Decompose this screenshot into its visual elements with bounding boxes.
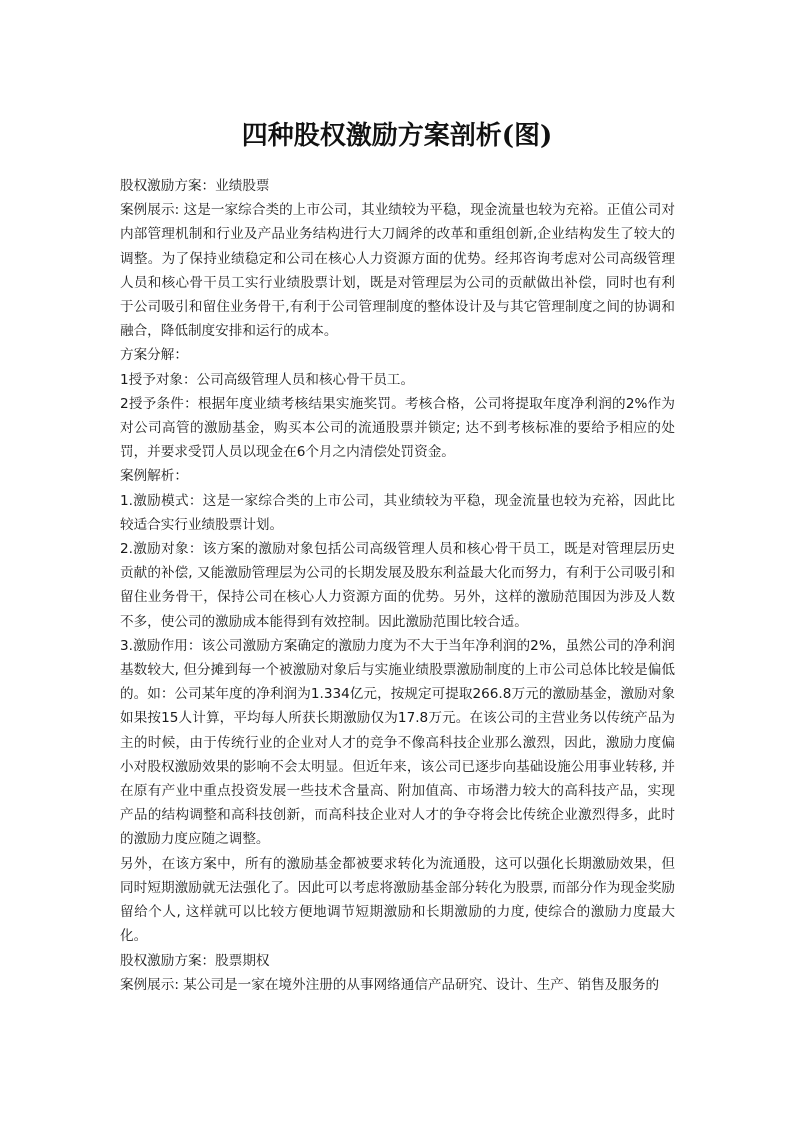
document-title: 四种股权激励方案剖析(图) bbox=[241, 121, 553, 151]
plan-breakdown-heading: 方案分解： bbox=[120, 347, 188, 364]
section-heading-stock-options: 股权激励方案：股票期权 bbox=[120, 952, 270, 969]
incentive-mode-item: 1.激励模式：这是一家综合类的上市公司，其业绩较为平稳，现金流量也较为充裕，因此比较适合实行业绩股票计划。 bbox=[120, 492, 675, 533]
case-display-paragraph: 案例展示: 这是一家综合类的上市公司，其业绩较为平稳，现金流量也较为充裕。正值公司对内部管理机制和行业及产品业务结构进行大刀阔斧的改革和重组创新,企业结构发生了较大的调整。为了保持业绩稳定和公司在核心人力资源方面的优势。经邦咨询考虑对公司高级管理人员和核心骨干员工实行业绩股票计划，既是对管理层为公司的贡献做出补偿，同时也有利于公司吸引和留住业务骨干,有利于公司管理制度的整体设计及与其它管理制度之间的协调和融合，降低制度安排和运行的成本。 bbox=[120, 202, 675, 340]
incentive-effect-item: 3.激励作用：该公司激励方案确定的激励力度为不大于当年净利润的2%，虽然公司的净利润基数较大, 但分摊到每一个被激励对象后与实施业绩股票激励制度的上市公司总体比较是偏低的。如：公司某年度的净利润为1.334亿元，按规定可提取266.8万元的激励基金，激励对象如果按15人计算，平均每人所获长期激励仅为17.8万元。在该公司的主营业务以传统产品为主的时候，由于传统行业的企业对人才的竞争不像高科技企业那么激烈，因此，激励力度偏小对股权激励效果的影响不会太明显。但近年来，该公司已逐步向基础设施公用事业转移, 并在原有产业中重点投资发展一些技术含量高、附加值高、市场潜力较大的高科技产品，实现产品的结构调整和高科技创新，而高科技企业对人才的争夺将会比传统企业激烈得多，此时的激励力度应随之调整。 bbox=[120, 637, 675, 848]
grant-object-item: 1授予对象：公司高级管理人员和核心骨干员工。 bbox=[120, 371, 415, 388]
case-analysis-heading: 案例解析： bbox=[120, 468, 188, 485]
case-display-paragraph-2: 案例展示: 某公司是一家在境外注册的从事网络通信产品研究、设计、生产、销售及服务的 bbox=[120, 976, 660, 993]
incentive-object-item: 2.激励对象：该方案的激励对象包括公司高级管理人员和核心骨干员工，既是对管理层历史贡献的补偿, 又能激励管理层为公司的长期发展及股东利益最大化而努力，有利于公司吸引和留住业务骨干，保持公司在核心人力资源方面的优势。另外，这样的激励范围因为涉及人数不多，使公司的激励成本能得到有效控制。因此激励范围比较合适。 bbox=[120, 541, 675, 630]
section-heading-performance-shares: 股权激励方案：业绩股票 bbox=[120, 178, 270, 194]
grant-condition-item: 2授予条件：根据年度业绩考核结果实施奖罚。考核合格，公司将提取年度净利润的2%作为对公司高管的激励基金，购买本公司的流通股票并锁定; 达不到考核标准的要给予相应的处罚，并要求受罚人员以现金在6个月之内清偿处罚资金。 bbox=[120, 395, 675, 461]
document-body bbox=[120, 174, 675, 997]
additional-note-paragraph: 另外，在该方案中，所有的激励基金都被要求转化为流通股，这可以强化长期激励效果，但同时短期激励就无法强化了。因此可以考虑将激励基金部分转化为股票, 而部分作为现金奖励留给个人, 这样就可以比较方便地调节短期激励和长期激励的力度, 使综合的激励力度最大化。 bbox=[120, 855, 675, 945]
